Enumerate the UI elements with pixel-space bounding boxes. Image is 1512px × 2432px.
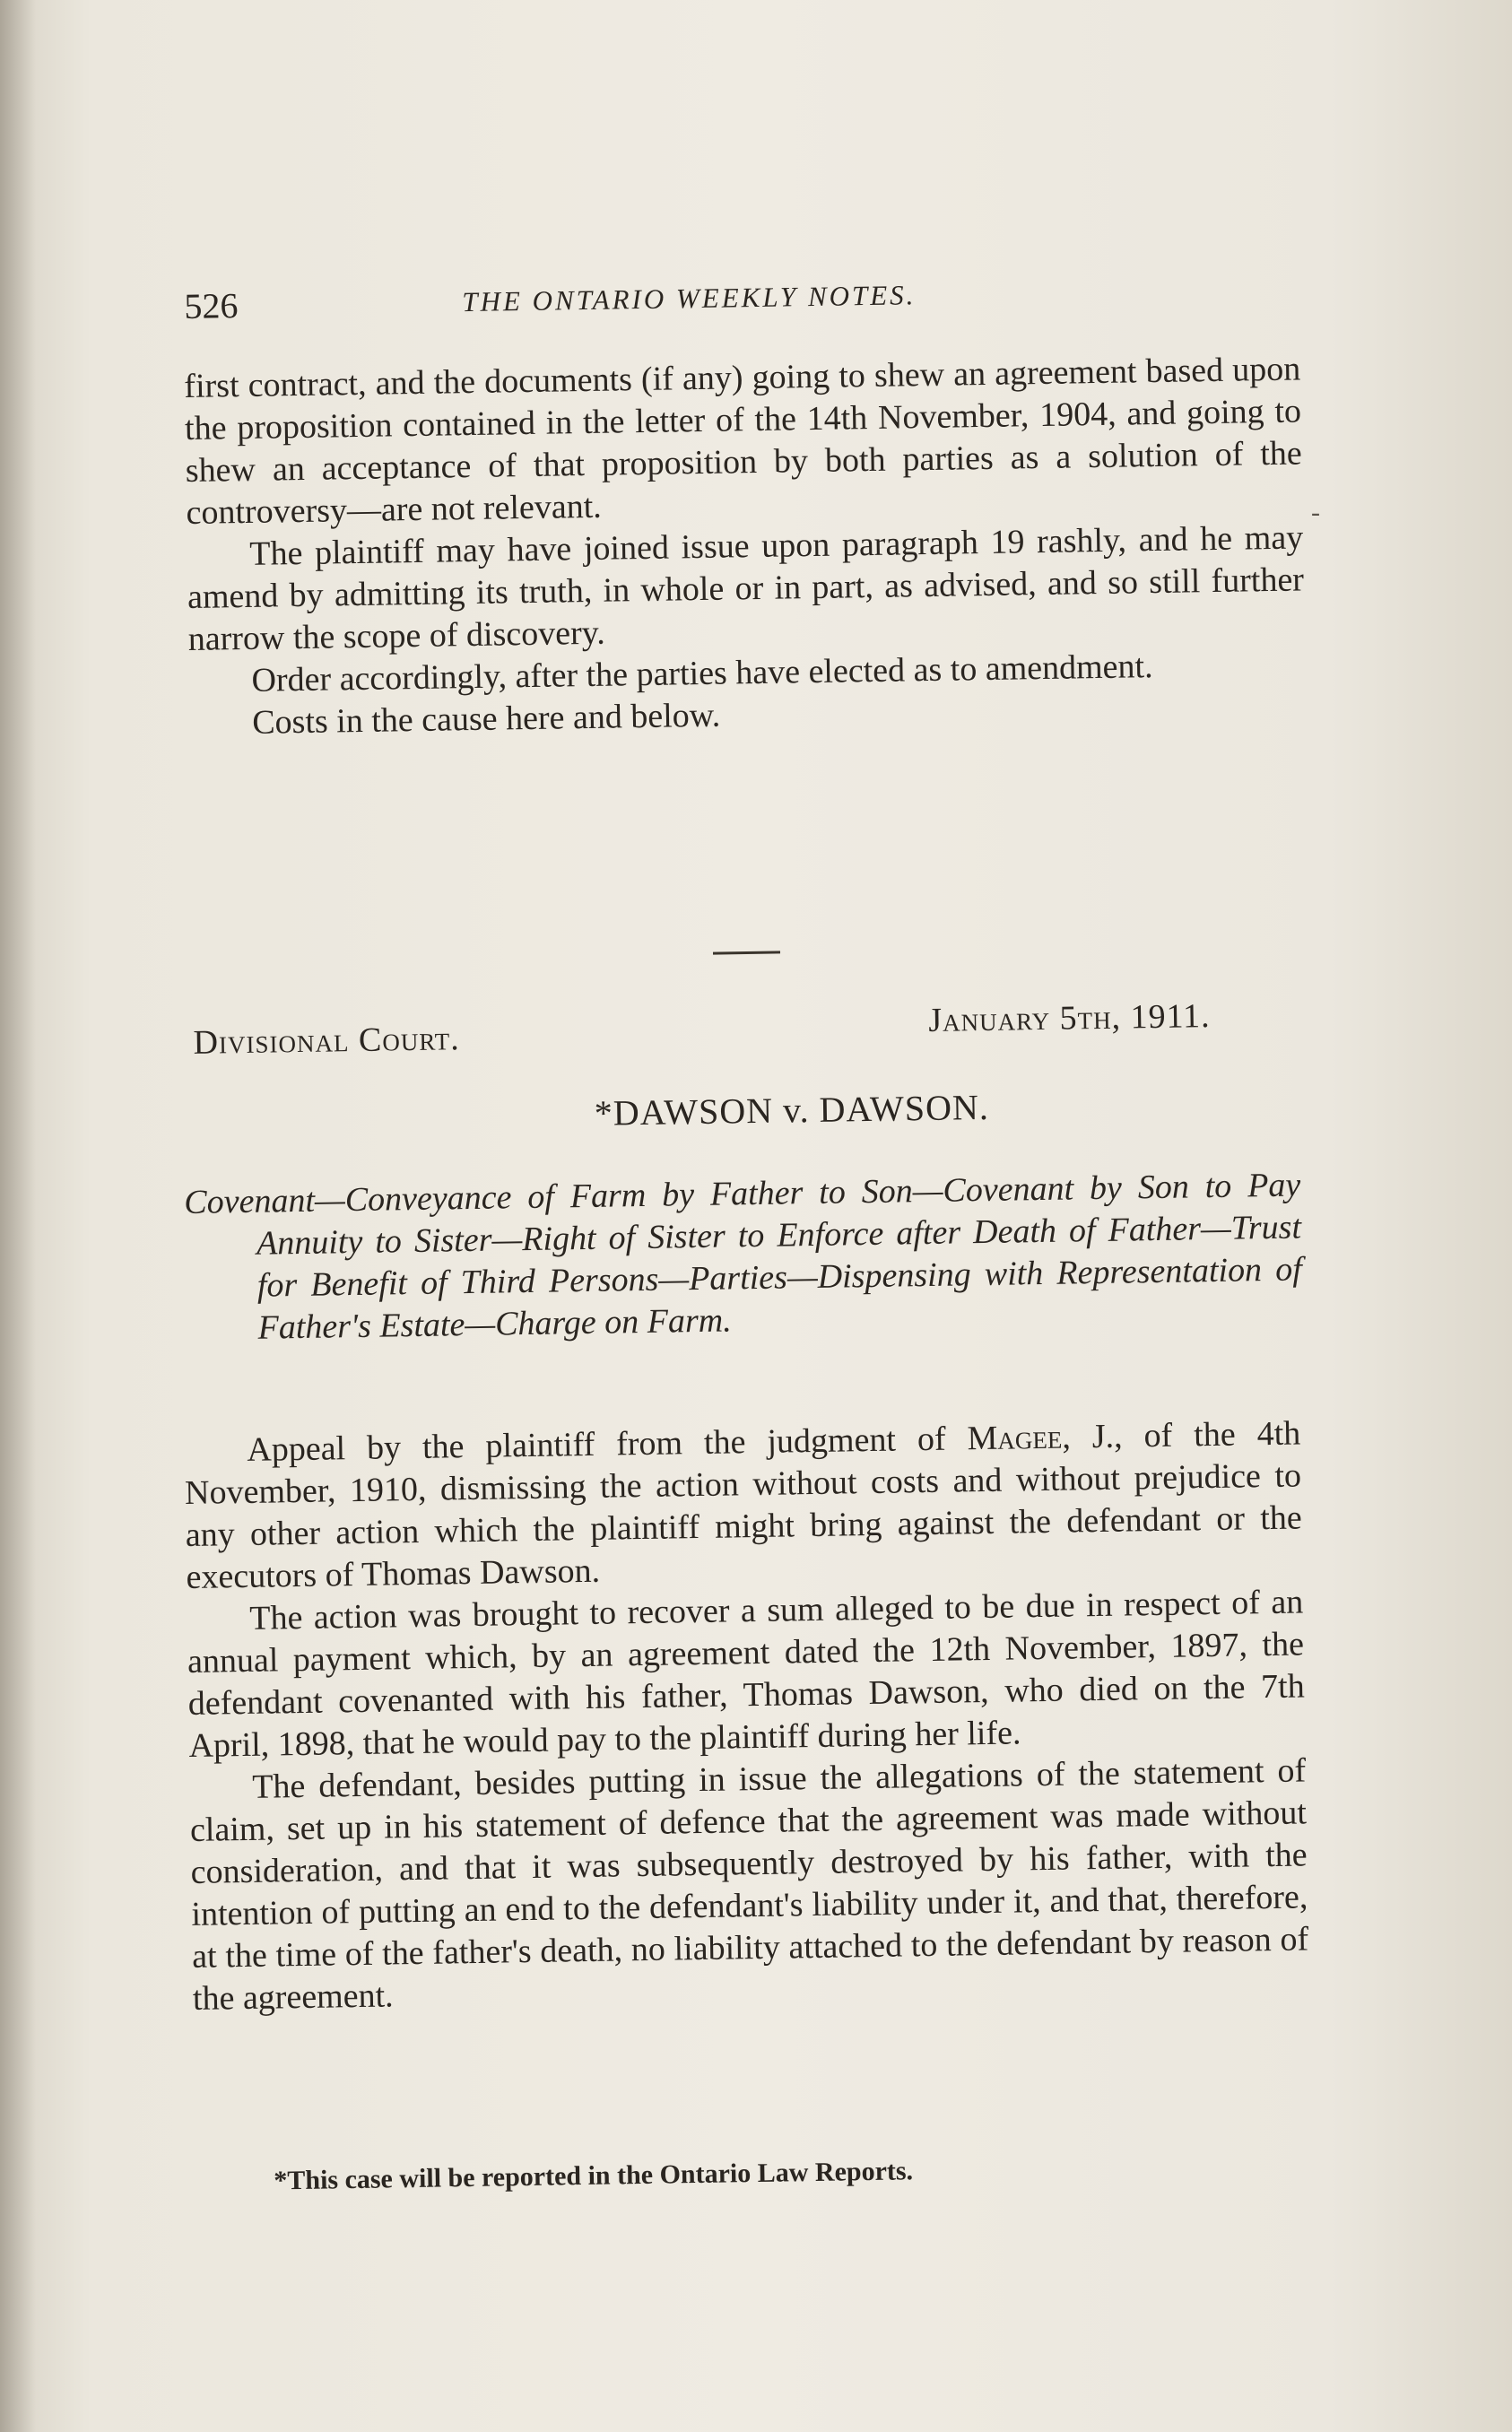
court-name: Divisional Court. bbox=[193, 1020, 460, 1062]
paragraph-costs: Costs in the cause here and below. bbox=[251, 696, 721, 742]
paragraph-amendment: The plaintiff may have joined issue upon paragraph 19 rashly, and he may amend by admitting its truth, in whole or in part, as advised, and so still further narrow the scope of discovery. bbox=[187, 518, 1305, 658]
paragraph-action: The action was brought to recover a sum alleged to be due in respect of an annual payment which, by an agreement dated the 12th November, 1897, the defendant covenanted with his father, Thomas Dawson, who died on the 7th April, 1898, that he would pay to the plaintiff during her life. bbox=[187, 1583, 1305, 1765]
paragraph-defence: The defendant, besides putting in issue the allegations of the statement of claim, set up in his statement of defence that the agreement was made without consideration, and that it was subsequently destroyed by his father, with the intention of putting an end to the defendant's liability under it, and that, therefore, at the time of the father's death, no liability attached to the defendant by reason of the agreement. bbox=[189, 1751, 1309, 2018]
footnote bbox=[184, 2143, 1301, 2203]
binding-shadow bbox=[0, 0, 36, 2432]
court-line bbox=[184, 994, 1301, 1062]
headnote bbox=[184, 1164, 1303, 1351]
judge-name: Magee bbox=[967, 1418, 1063, 1458]
running-head: THE ONTARIO WEEKLY NOTES. bbox=[462, 279, 917, 318]
footnote-text: *This case will be reported in the Ontario Law Reports. bbox=[274, 2156, 914, 2196]
headnote-text: Covenant—Conveyance of Farm by Father to Son—Covenant by Son to Pay Annuity to Sister—Right of Sister to Enforce after Death of Father—Trust for Benefit of Third Persons—Parties—Dispensing with Representation of Father's Estate—Charge on Farm. bbox=[184, 1166, 1303, 1347]
decision-date: January 5th, 1911. bbox=[927, 997, 1211, 1039]
page-header bbox=[184, 267, 1301, 330]
paragraph-order: Order accordingly, after the parties have elected as to amendment. bbox=[251, 647, 1153, 699]
section-divider bbox=[713, 951, 780, 954]
paragraph-continued: first contract, and the documents (if any) going to shew an agreement based upon the proposition contained in the letter of the 14th November, 1904, and going to shew an acceptance of that proposition by both parties as a solution of the controversy—are not relevant. bbox=[184, 350, 1303, 532]
appeal-text-end: , J., of the 4th November, 1910, dismissing the action without costs and without prejudice to any other action which the plaintiff might bring against the defendant or the executors of Thomas Dawson. bbox=[184, 1414, 1303, 1596]
continued-opinion bbox=[184, 348, 1306, 745]
page-number: 526 bbox=[184, 285, 239, 326]
paragraph-appeal bbox=[184, 1412, 1303, 1599]
case-title-block bbox=[184, 1081, 1301, 1141]
margin-mark: - bbox=[1311, 498, 1320, 527]
case-title: *DAWSON v. DAWSON. bbox=[594, 1086, 990, 1133]
appeal-text-start: Appeal by the plaintiff from the judgment of bbox=[247, 1420, 968, 1469]
case-body bbox=[184, 1412, 1309, 2019]
